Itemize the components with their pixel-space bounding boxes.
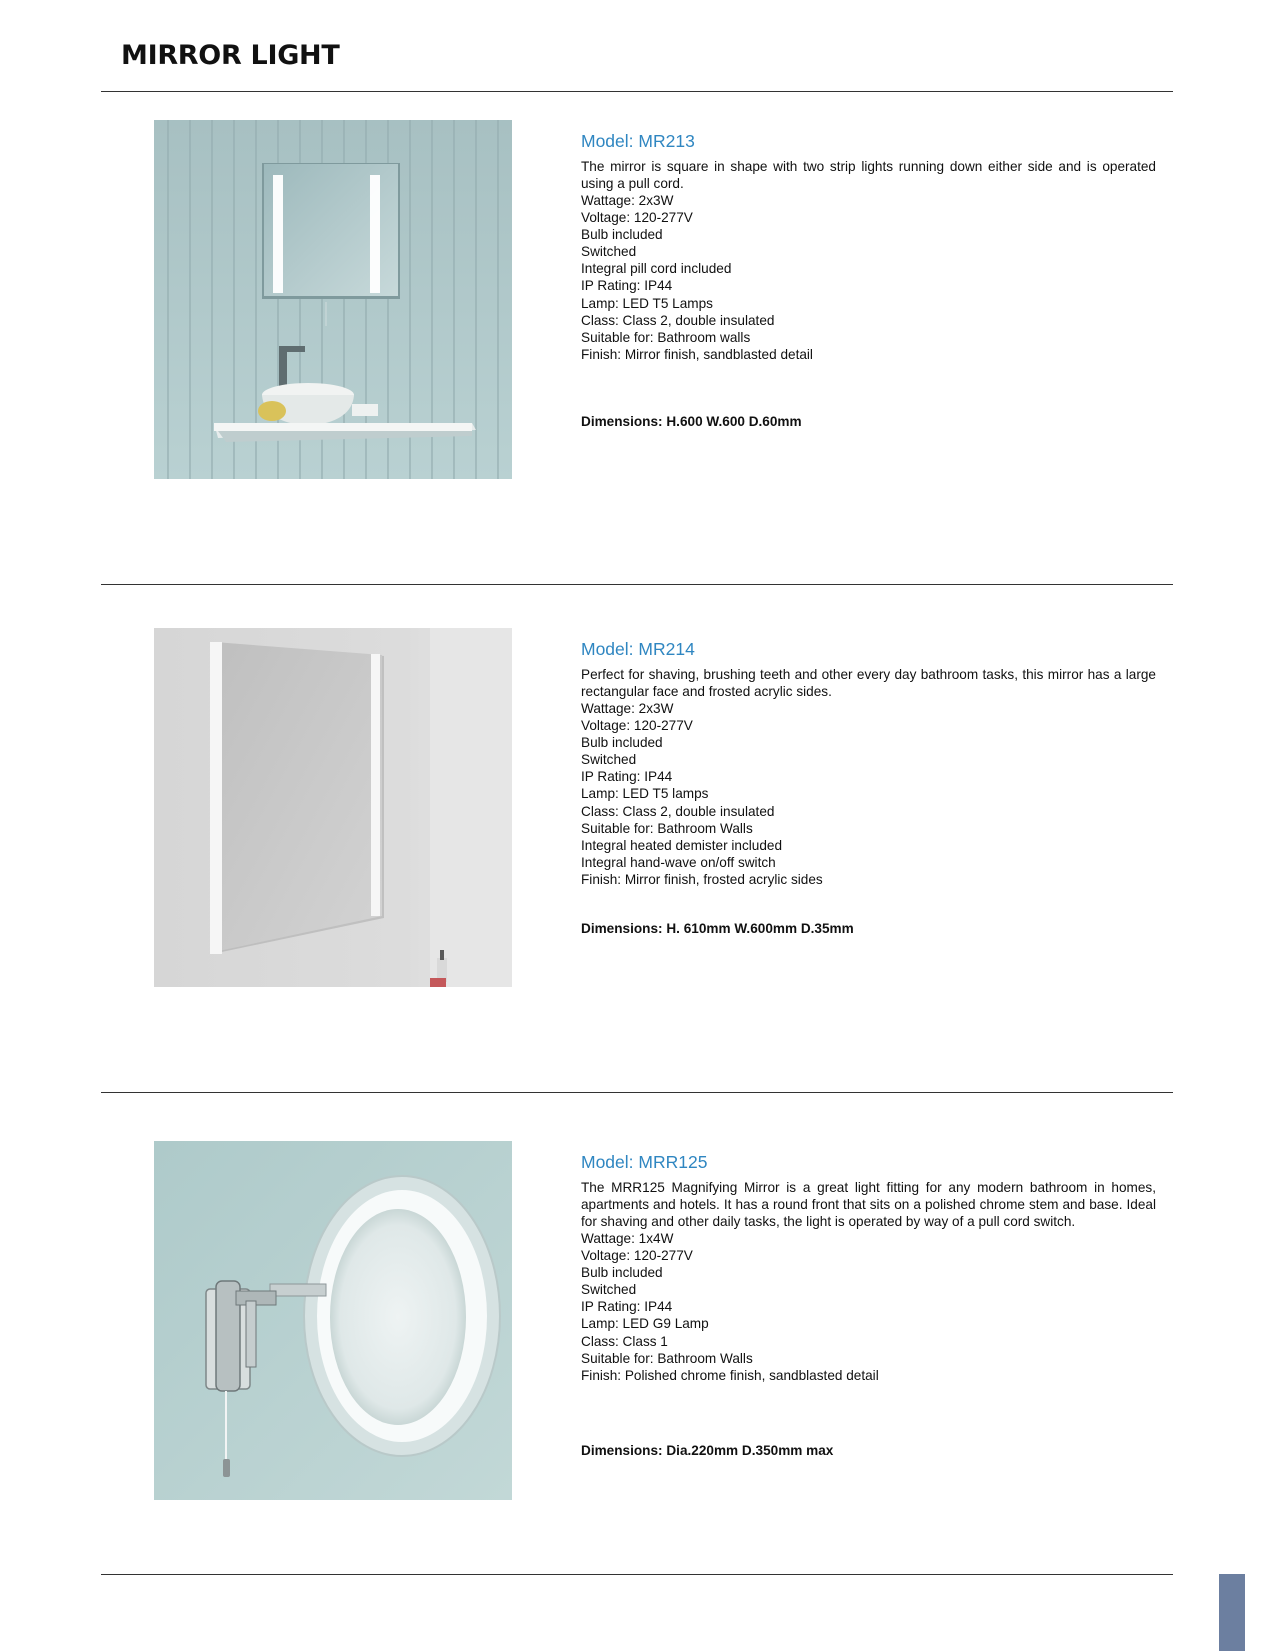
spec-pull-cord: Integral pill cord included [581, 261, 732, 277]
product-dimensions: Dimensions: Dia.220mm D.350mm max [581, 1443, 834, 1458]
mirror-photo-mr214-illustration [154, 628, 512, 987]
spec-ip-rating: IP Rating: IP44 [581, 769, 673, 785]
spec-suitable-for: Suitable for: Bathroom Walls [581, 820, 753, 836]
spec-suitable-for: Suitable for: Bathroom walls [581, 329, 751, 345]
product-info-mr214 [581, 638, 1156, 936]
product-photo-mr214 [154, 628, 512, 987]
spec-wattage: Wattage: 2x3W [581, 193, 674, 208]
spec-voltage: Voltage: 120-277V [581, 1248, 693, 1264]
spec-lamp: Lamp: LED T5 lamps [581, 786, 709, 802]
mirror-photo-mr213-illustration [154, 120, 512, 479]
divider [101, 91, 1173, 92]
spec-ip-rating: IP Rating: IP44 [581, 278, 673, 294]
product-description: The MRR125 Magnifying Mirror is a great light fitting for any modern bathroom in homes, apartments and hotels. It has a round front that sits on a polished chrome stem and base. Ideal for shaving and other daily tasks, the light is operated by way of a pull cord switch. [581, 1180, 1156, 1229]
spec-switched: Switched [581, 244, 637, 260]
spec-finish: Finish: Polished chrome finish, sandblasted detail [581, 1367, 879, 1383]
spec-bulb: Bulb included [581, 1265, 663, 1281]
spec-demister: Integral heated demister included [581, 837, 783, 853]
spec-switched: Switched [581, 752, 637, 768]
spec-lamp: Lamp: LED T5 Lamps [581, 295, 713, 311]
spec-class: Class: Class 2, double insulated [581, 312, 775, 328]
divider [101, 584, 1173, 585]
product-description: Perfect for shaving, brushing teeth and other every day bathroom tasks, this mirror has a large rectangular face and frosted acrylic sides. [581, 667, 1156, 699]
spec-bulb: Bulb included [581, 227, 663, 243]
spec-wattage: Wattage: 2x3W [581, 701, 674, 716]
spec-class: Class: Class 2, double insulated [581, 803, 775, 819]
divider [101, 1092, 1173, 1093]
product-description: The mirror is square in shape with two strip lights running down either side and is operated using a pull cord. [581, 159, 1156, 191]
product-dimensions: Dimensions: H. 610mm W.600mm D.35mm [581, 921, 854, 936]
spec-switched: Switched [581, 1282, 637, 1298]
product-info-mr213 [581, 130, 1156, 429]
spec-finish: Finish: Mirror finish, sandblasted detail [581, 346, 813, 362]
spec-lamp: Lamp: LED G9 Lamp [581, 1316, 709, 1332]
spec-class: Class: Class 1 [581, 1333, 668, 1349]
spec-wattage: Wattage: 1x4W [581, 1231, 674, 1246]
product-photo-mrr125 [154, 1141, 512, 1500]
spec-voltage: Voltage: 120-277V [581, 210, 693, 226]
model-name: Model: MRR125 [581, 1152, 708, 1172]
model-name: Model: MR214 [581, 639, 695, 659]
page-title: MIRROR LIGHT [121, 40, 340, 71]
spec-finish: Finish: Mirror finish, frosted acrylic sides [581, 871, 823, 887]
mirror-photo-mrr125-illustration [154, 1141, 512, 1500]
product-info-mrr125 [581, 1151, 1156, 1458]
spec-ip-rating: IP Rating: IP44 [581, 1299, 673, 1315]
page-edge-tab [1219, 1574, 1245, 1651]
spec-bulb: Bulb included [581, 735, 663, 751]
product-dimensions: Dimensions: H.600 W.600 D.60mm [581, 414, 802, 429]
product-photo-mr213 [154, 120, 512, 479]
divider [101, 1574, 1173, 1575]
spec-hand-wave-switch: Integral hand-wave on/off switch [581, 854, 776, 870]
spec-suitable-for: Suitable for: Bathroom Walls [581, 1350, 753, 1366]
model-name: Model: MR213 [581, 131, 695, 151]
spec-voltage: Voltage: 120-277V [581, 718, 693, 734]
